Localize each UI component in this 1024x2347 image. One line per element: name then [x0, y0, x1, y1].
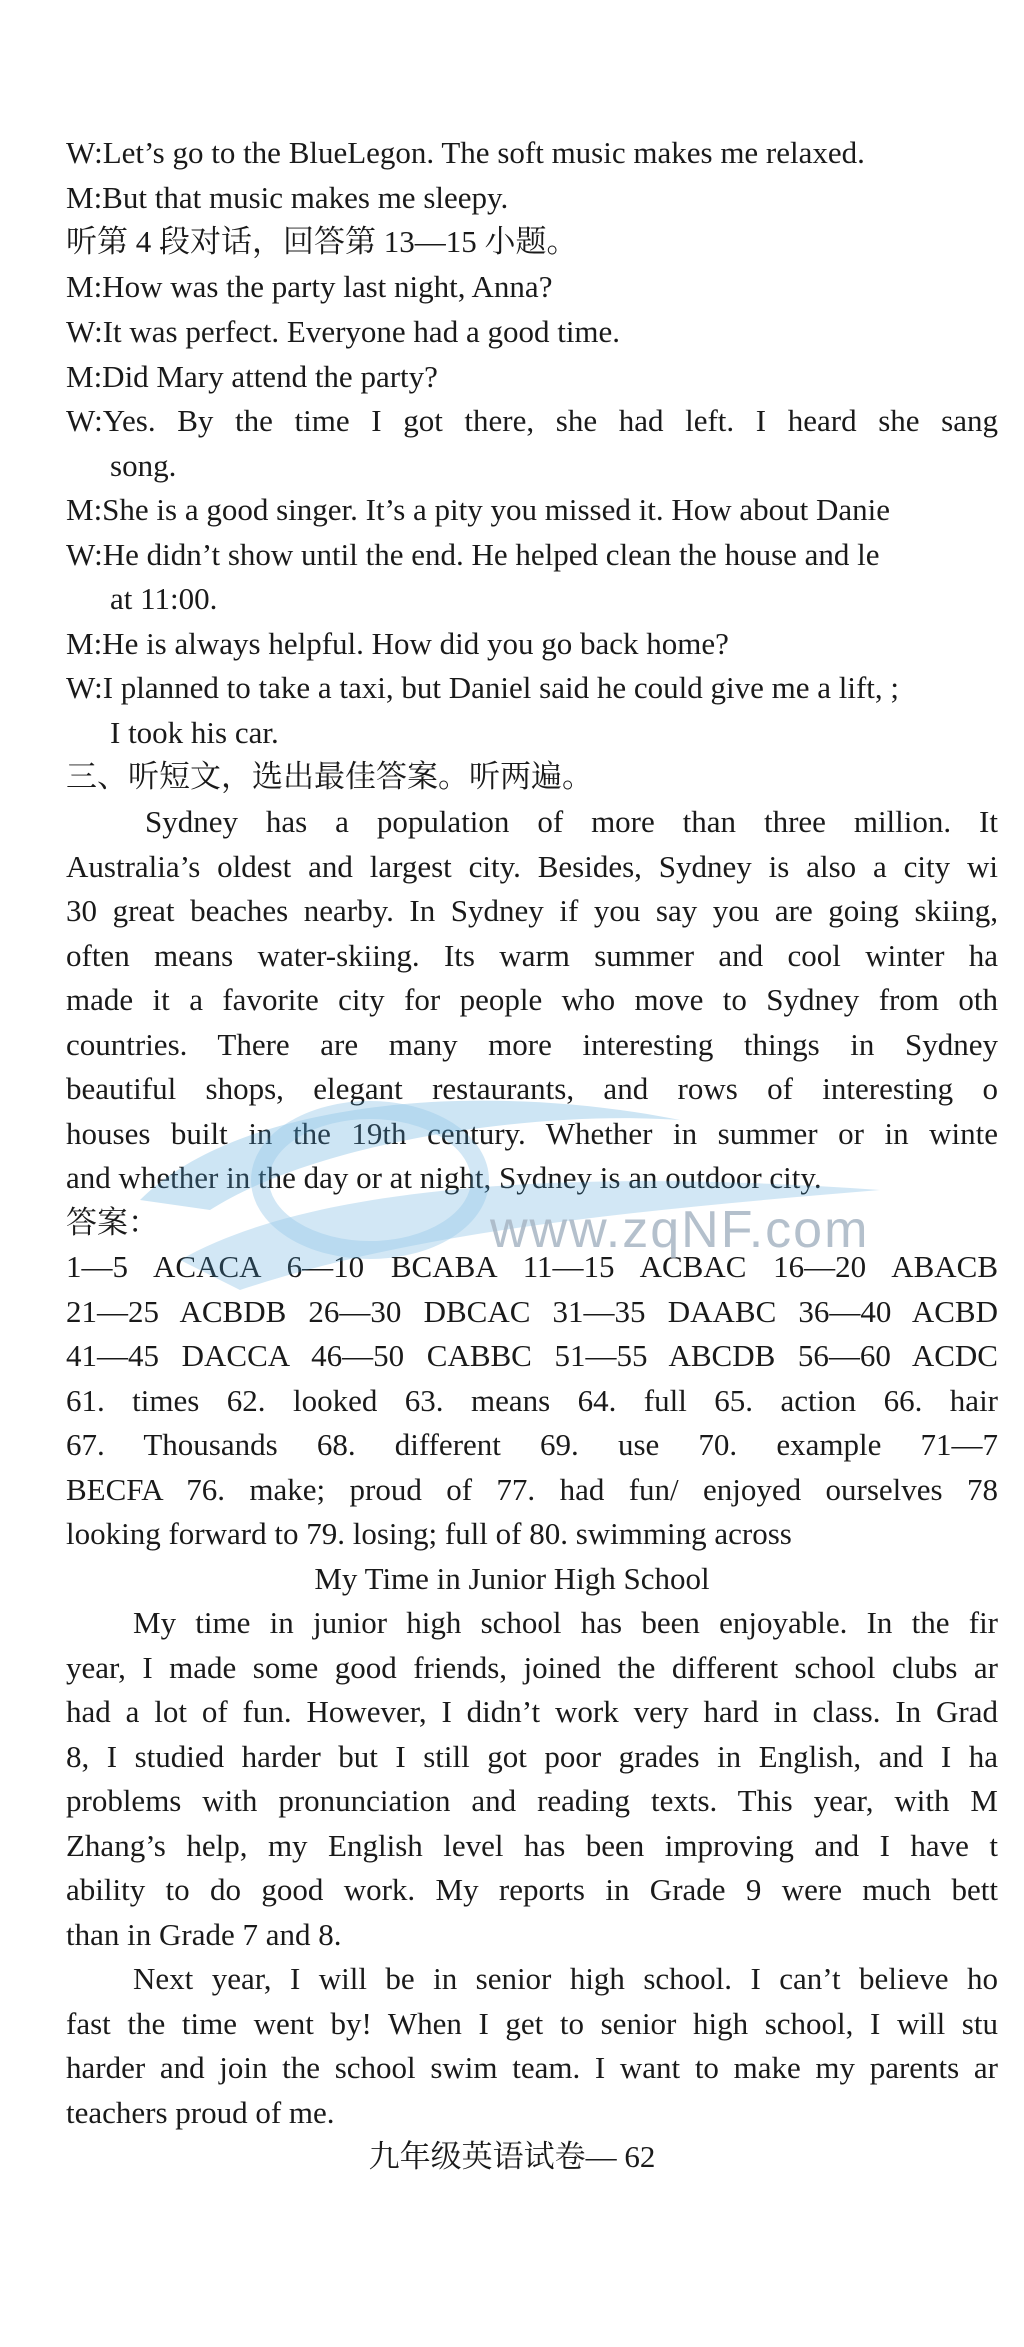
text-line: than in Grade 7 and 8. [66, 1917, 342, 1952]
text-line: 听第 4 段对话，回答第 13—15 小题。 [66, 224, 578, 259]
text-line: I took his car. [110, 715, 279, 750]
text-line: 21—25 ACBDB 26—30 DBCAC 31—35 DAABC 36—40 ACBD [66, 1294, 998, 1329]
text-line: M:He is always helpful. How did you go back home? [66, 626, 729, 661]
text-line: 41—45 DACCA 46—50 CABBC 51—55 ABCDB 56—60 ACDC [66, 1338, 998, 1373]
text-line: Zhang’s help, my English level has been improving and I have t [66, 1828, 998, 1863]
text-line: W:Let’s go to the BlueLegon. The soft music makes me relaxed. [66, 135, 865, 170]
text-line: Next year, I will be in senior high school. I can’t believe ho [133, 1961, 998, 1996]
text-line: W:Yes. By the time I got there, she had left. I heard she sang [66, 403, 998, 438]
text-line: and whether in the day or at night, Sydney is an outdoor city. [66, 1160, 822, 1195]
text-line: Sydney has a population of more than three million. It [145, 804, 998, 839]
text-line: W:It was perfect. Everyone had a good time. [66, 314, 621, 349]
text-line: made it a favorite city for people who move to Sydney from oth [66, 982, 998, 1017]
text-line: 九年级英语试卷— 62 [368, 2139, 656, 2174]
text-line: My time in junior high school has been enjoyable. In the fir [133, 1605, 998, 1640]
text-line: 1—5 ACACA 6—10 BCABA 11—15 ACBAC 16—20 ABACB [66, 1249, 998, 1284]
text-line: 67. Thousands 68. different 69. use 70. example 71—7 [66, 1427, 998, 1462]
text-line: beautiful shops, elegant restaurants, and rows of interesting o [66, 1071, 998, 1106]
text-line: W:I planned to take a taxi, but Daniel said he could give me a lift, ; [66, 670, 900, 705]
text-line: My Time in Junior High School [314, 1561, 710, 1596]
text-line: BECFA 76. make; proud of 77. had fun/ enjoyed ourselves 78 [66, 1472, 998, 1507]
text-line: M:She is a good singer. It’s a pity you missed it. How about Danie [66, 492, 891, 527]
text-line: M:But that music makes me sleepy. [66, 180, 509, 215]
text-line: fast the time went by! When I get to senior high school, I will stu [66, 2006, 998, 2041]
text-line: 答案： [66, 1205, 159, 1240]
text-line: year, I made some good friends, joined the different school clubs ar [66, 1650, 998, 1685]
text-line: 61. times 62. looked 63. means 64. full 65. action 66. hair [66, 1383, 998, 1418]
text-line: countries. There are many more interesting things in Sydney [66, 1027, 998, 1062]
text-line: looking forward to 79. losing; full of 80. swimming across [66, 1516, 792, 1551]
text-line: had a lot of fun. However, I didn’t work very hard in class. In Grad [66, 1694, 998, 1729]
text-line: 30 great beaches nearby. In Sydney if you say you are going skiing, [66, 893, 998, 928]
text-line: harder and join the school swim team. I want to make my parents ar [66, 2050, 998, 2085]
text-line: M:How was the party last night, Anna? [66, 269, 553, 304]
text-line: teachers proud of me. [66, 2095, 335, 2130]
text-line: M:Did Mary attend the party? [66, 359, 438, 394]
text-line: ability to do good work. My reports in Grade 9 were much bett [66, 1872, 998, 1907]
text-line: houses built in the 19th century. Whether in summer or in winte [66, 1116, 998, 1151]
text-line: at 11:00. [110, 581, 218, 616]
text-line: Australia’s oldest and largest city. Besides, Sydney is also a city wi [66, 849, 998, 884]
watermark-text: www.zqNF.com [490, 1201, 870, 1259]
text-line: 8, I studied harder but I still got poor grades in English, and I ha [66, 1739, 998, 1774]
text-line: problems with pronunciation and reading texts. This year, with M [66, 1783, 998, 1818]
text-line: often means water-skiing. Its warm summer and cool winter ha [66, 938, 998, 973]
text-line: song. [110, 448, 177, 483]
text-line: W:He didn’t show until the end. He helped clean the house and le [66, 537, 880, 572]
text-line: 三、听短文，选出最佳答案。听两遍。 [66, 759, 593, 794]
